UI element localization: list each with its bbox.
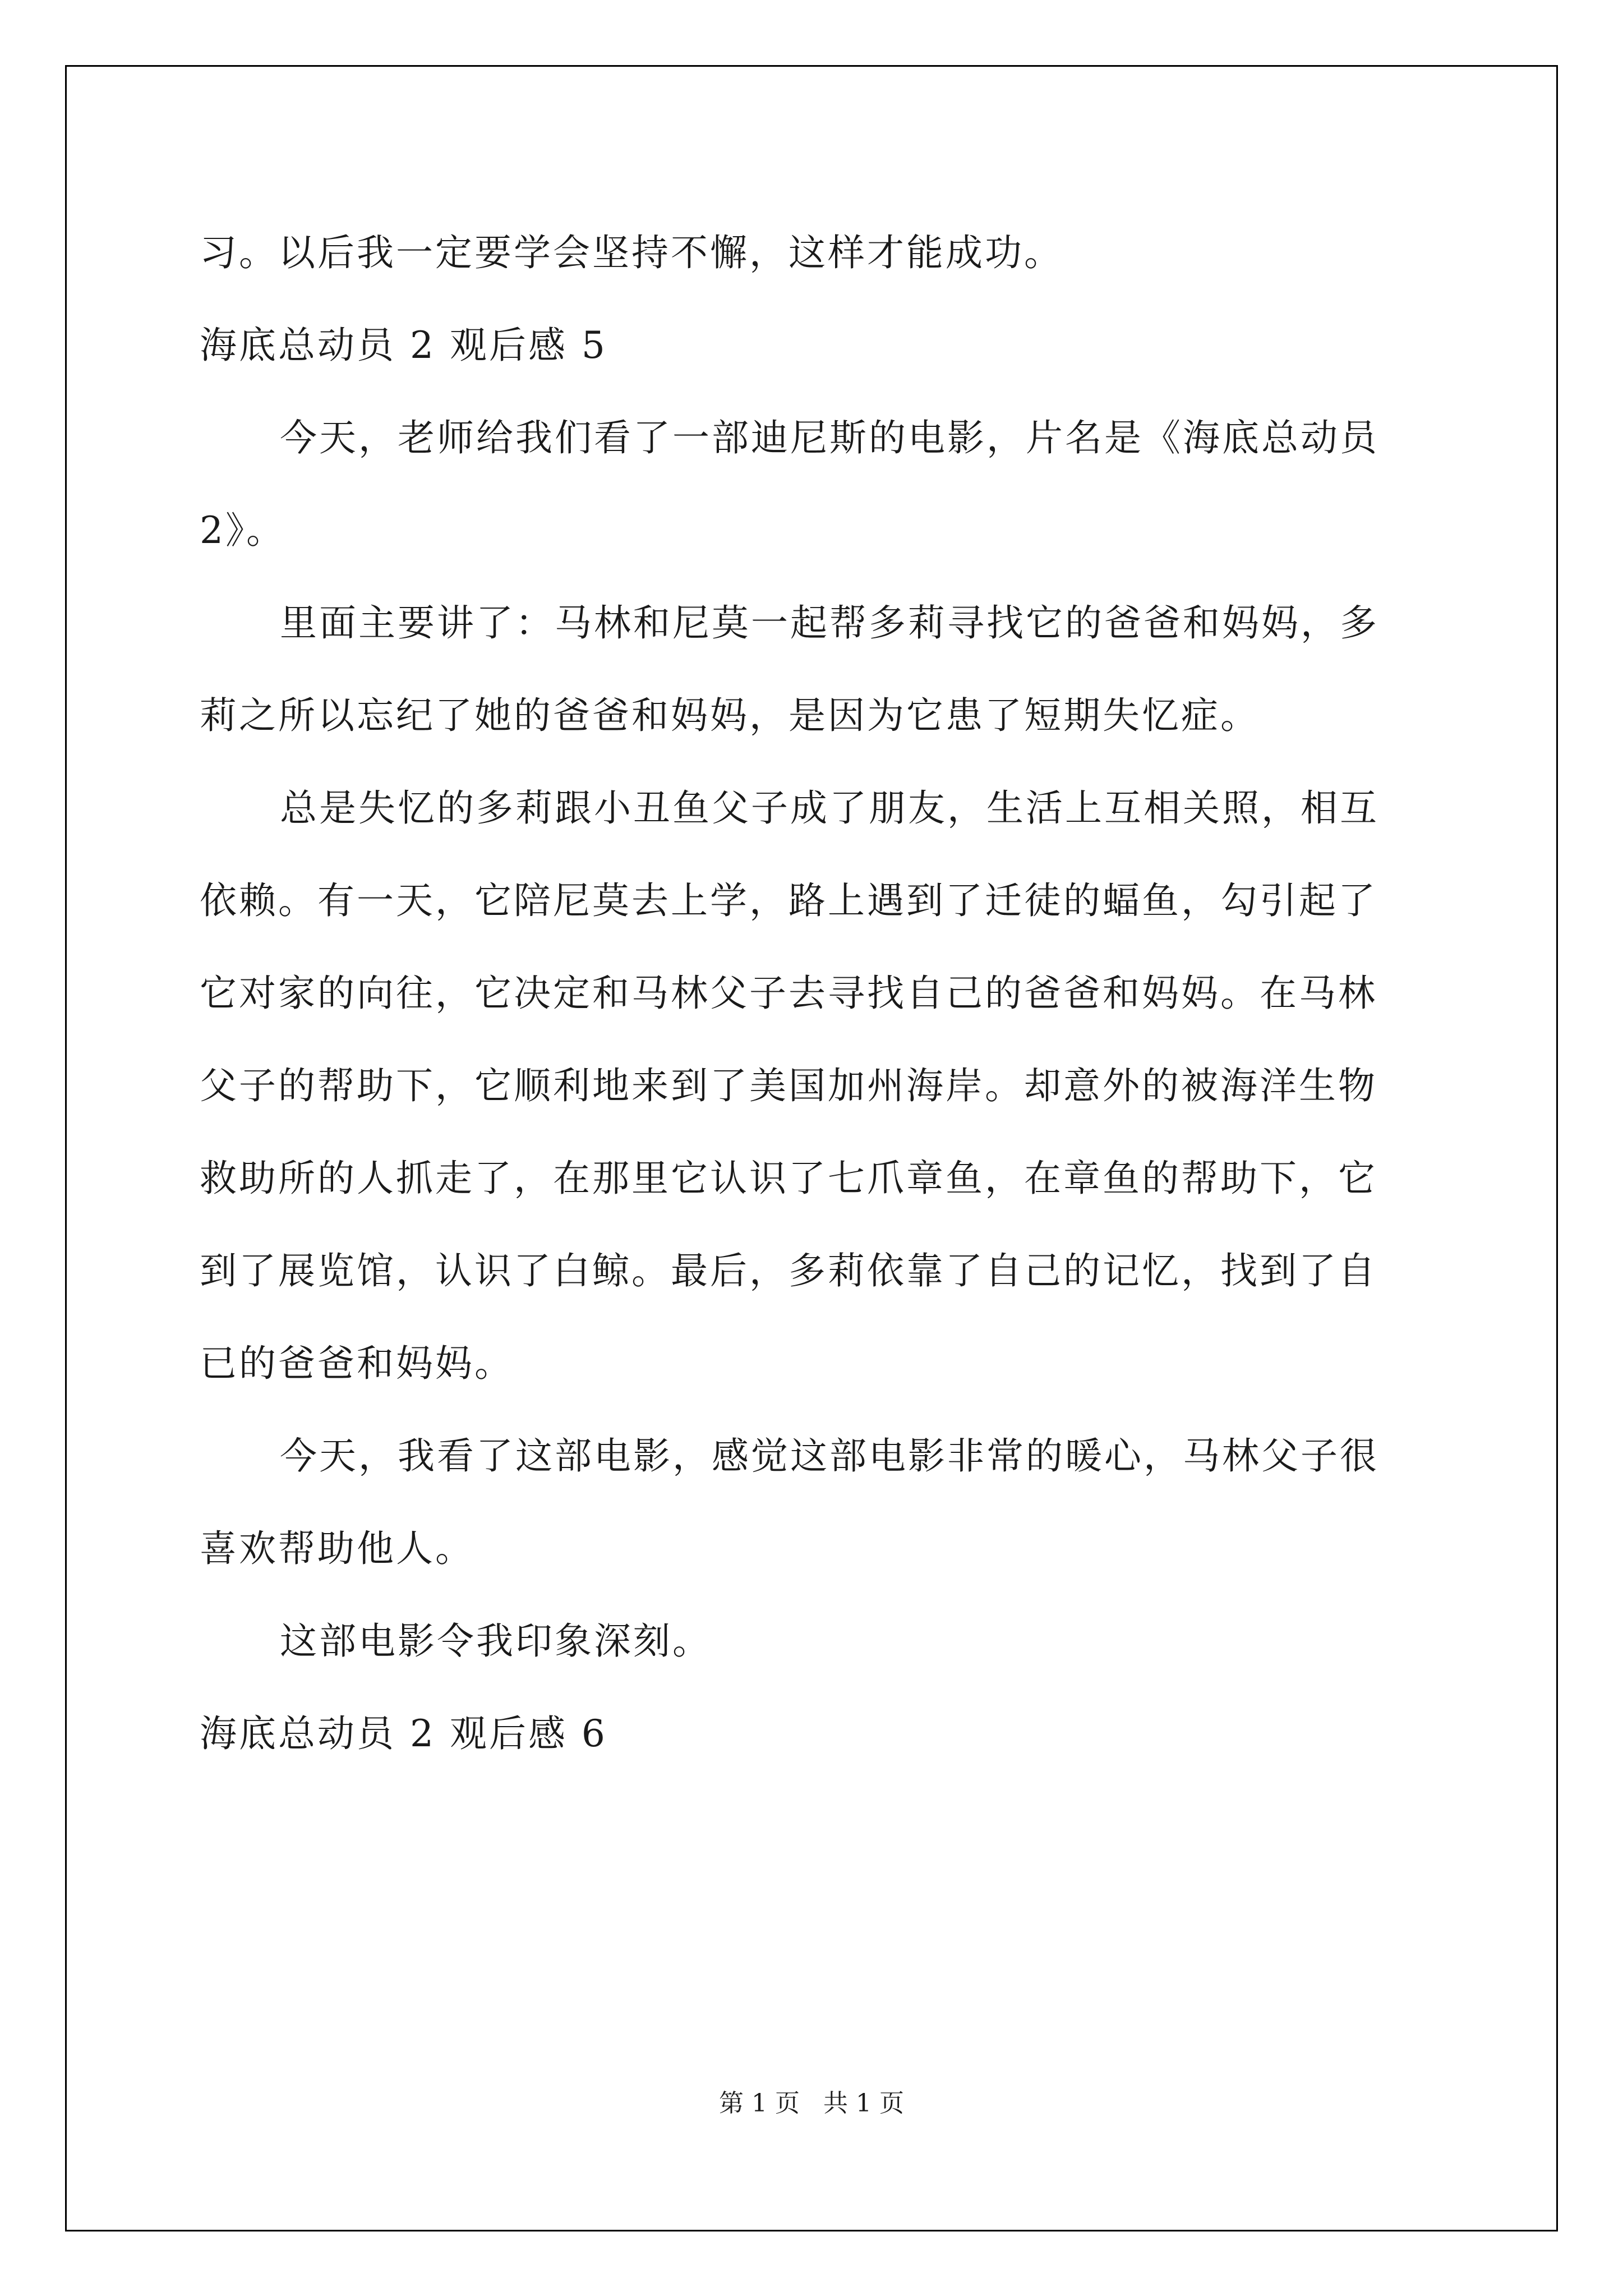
paragraph-line: 今天，老师给我们看了一部迪尼斯的电影，片名是《海底总动员: [280, 416, 1379, 459]
paragraph-line: 莉之所以忘纪了她的爸爸和妈妈，是因为它患了短期失忆症。: [200, 694, 1260, 737]
document-body: [200, 206, 1433, 1780]
paragraph-line: 父子的帮助下，它顺利地来到了美国加州海岸。却意外的被海洋生物: [200, 1064, 1377, 1107]
paragraph-line: 已的爸爸和妈妈。: [200, 1342, 514, 1385]
paragraph-line: 总是失忆的多莉跟小丑鱼父子成了朋友，生活上互相关照，相互: [280, 786, 1379, 830]
paragraph-line: 依赖。有一天，它陪尼莫去上学，路上遇到了迁徒的蝠鱼，勾引起了: [200, 879, 1377, 922]
paragraph-line: 到了展览馆，认识了白鲸。最后，多莉依靠了自己的记忆，找到了自: [200, 1249, 1377, 1292]
paragraph-line: 它对家的向往，它决定和马林父子去寻找自己的爸爸和妈妈。在马林: [200, 972, 1377, 1015]
section-heading: 海底总动员 2 观后感 6: [200, 1712, 607, 1755]
paragraph-line: 里面主要讲了：马林和尼莫一起帮多莉寻找它的爸爸和妈妈，多: [280, 601, 1379, 645]
paragraph-line: 喜欢帮助他人。: [200, 1527, 474, 1570]
section-heading: 海底总动员 2 观后感 5: [200, 324, 607, 367]
paragraph-line: 救助所的人抓走了，在那里它认识了七爪章鱼，在章鱼的帮助下，它: [200, 1157, 1377, 1200]
paragraph-line: 2》。: [200, 509, 285, 552]
paragraph-line: 这部电影令我印象深刻。: [280, 1619, 712, 1663]
paragraph-line: 习。以后我一定要学会坚持不懈，这样才能成功。: [200, 231, 1063, 274]
page-total: 共 1 页: [823, 2089, 904, 2118]
page-footer: [0, 2087, 1623, 2120]
page-number: 第 1 页: [719, 2089, 800, 2118]
paragraph-line: 今天，我看了这部电影，感觉这部电影非常的暖心，马林父子很: [280, 1434, 1379, 1478]
